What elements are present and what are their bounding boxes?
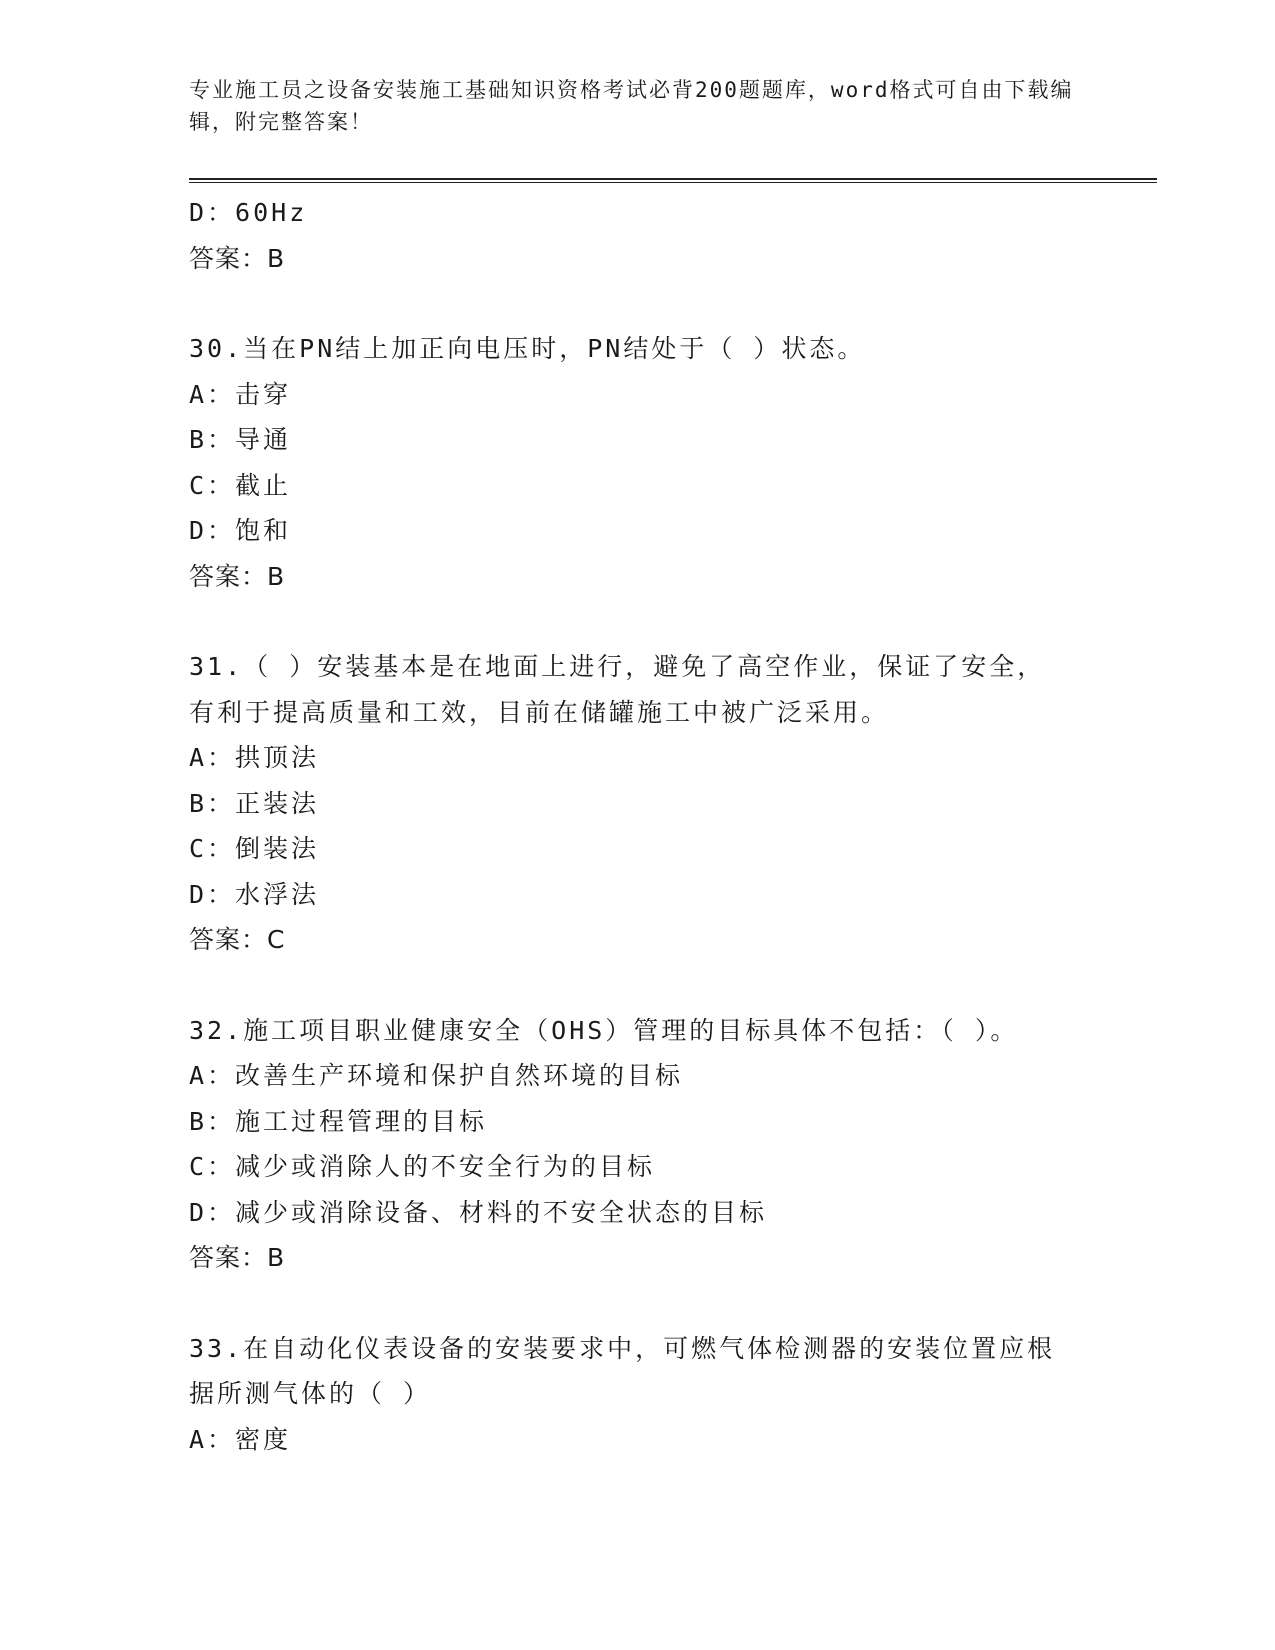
option-a: A：改善生产环境和保护自然环境的目标 <box>189 1061 684 1090</box>
option-b: B：正装法 <box>189 788 320 818</box>
header-divider <box>189 178 1157 183</box>
question-32 <box>189 1008 1089 1281</box>
option-b: B：施工过程管理的目标 <box>189 1106 488 1136</box>
option-d: D：水浮法 <box>189 879 320 909</box>
question-stem: 31.（ ）安装基本是在地面上进行，避免了高空作业，保证了安全，有利于提高质量和工效，目前在储罐施工中被广泛采用。 <box>189 652 1046 727</box>
spacer <box>189 1281 1089 1326</box>
option-a: A：拱顶法 <box>189 743 320 772</box>
prev-option-d: D：60Hz <box>189 198 308 227</box>
answer: 答案：B <box>189 561 286 591</box>
answer: 答案：C <box>189 925 286 954</box>
question-stem: 33.在自动化仪表设备的安装要求中，可燃气体检测器的安装位置应根据所测气体的（ ） <box>189 1333 1056 1408</box>
question-30 <box>189 326 1089 599</box>
question-content <box>189 190 1089 1462</box>
option-d: D：减少或消除设备、材料的不安全状态的目标 <box>189 1197 768 1227</box>
spacer <box>189 963 1089 1008</box>
option-b: B：导通 <box>189 425 292 454</box>
question-stem: 32.施工项目职业健康安全（OHS）管理的目标具体不包括：（ ）。 <box>189 1015 1019 1045</box>
spacer <box>189 599 1089 644</box>
answer: 答案：B <box>189 1243 286 1272</box>
option-c: C：减少或消除人的不安全行为的目标 <box>189 1152 656 1181</box>
option-a: A：密度 <box>189 1424 292 1454</box>
option-a: A：击穿 <box>189 379 292 409</box>
option-c: C：截止 <box>189 470 292 500</box>
prev-answer: 答案：B <box>189 243 286 273</box>
question-33 <box>189 1326 1089 1463</box>
question-stem: 30.当在PN结上加正向电压时，PN结处于（ ）状态。 <box>189 334 866 363</box>
option-d: D：饱和 <box>189 516 292 545</box>
question-31 <box>189 644 1089 963</box>
option-c: C：倒装法 <box>189 834 320 863</box>
spacer <box>189 281 1089 326</box>
document-header: 专业施工员之设备安装施工基础知识资格考试必背200题题库，word格式可自由下载编辑，附完整答案！ <box>189 78 1074 134</box>
